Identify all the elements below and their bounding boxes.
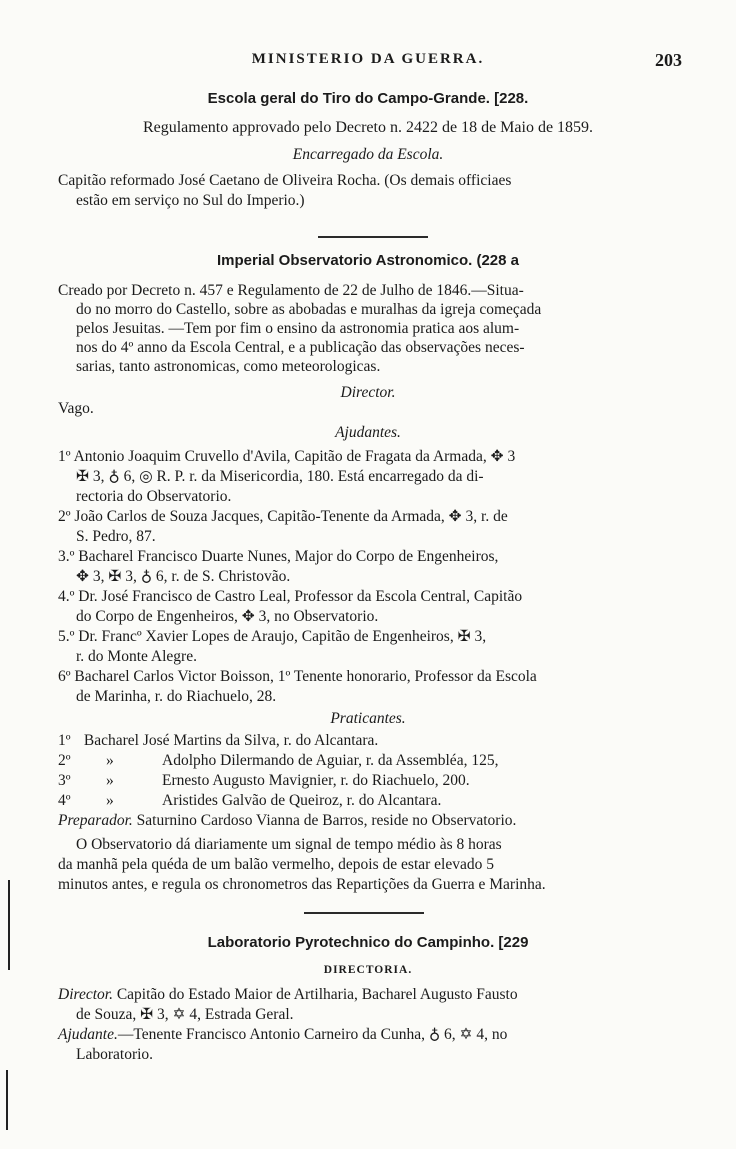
ajudante-line: 3.º Bacharel Francisco Duarte Nunes, Major do Corpo de Engenheiros,: [58, 548, 499, 565]
tiro-line-1: Capitão reformado José Caetano de Oliveira Rocha. (Os demais officiaes: [58, 172, 512, 189]
tiro-regulation: Regulamento approvado pelo Decreto n. 2422 de 18 de Maio de 1859.: [142, 119, 594, 136]
lab-ajudante-line-2: Laboratorio.: [76, 1046, 154, 1063]
obs-note-3: minutos antes, e regula os chronometros das Repartições da Guerra e Marinha.: [58, 876, 546, 893]
praticante-row: [58, 792, 441, 811]
lab-ajudante-label: Ajudante.: [58, 1026, 118, 1043]
preparador-name: Saturnino Cardoso Vianna de Barros, reside no Observatorio.: [136, 812, 517, 829]
ajudante-line: 5.º Dr. Francº Xavier Lopes de Araujo, Capitão de Engenheiros, ✠ 3,: [58, 628, 487, 645]
ajudante-line: S. Pedro, 87.: [76, 528, 156, 545]
ajudante-line: de Marinha, r. do Riachuelo, 28.: [76, 688, 277, 705]
ditto-mark: »: [106, 792, 114, 809]
ajudante-line: ✥ 3, ✠ 3, ♁ 6, r. de S. Christovão.: [76, 568, 291, 585]
obs-intro-3: pelos Jesuitas. —Tem por fim o ensino da astronomia pratica aos alum-: [76, 320, 520, 337]
ditto-mark: »: [106, 772, 114, 789]
lab-director-text: Capitão do Estado Maior de Artilharia, Bacharel Augusto Fausto: [116, 986, 518, 1003]
ajudante-line: 4.º Dr. José Francisco de Castro Leal, Professor da Escola Central, Capitão: [58, 588, 523, 605]
obs-praticantes-heading: Praticantes.: [330, 710, 406, 727]
tiro-title: Escola geral do Tiro do Campo-Grande. [228.: [207, 90, 529, 107]
obs-intro-2: do no morro do Castello, sobre as abobadas e muralhas da igreja começada: [76, 301, 542, 318]
section-divider: [304, 912, 424, 914]
ajudante-line: r. do Monte Alegre.: [76, 648, 197, 665]
praticante-num: 4º: [58, 792, 71, 809]
praticante-row: [58, 752, 498, 771]
obs-intro-5: sarias, tanto astronomicas, como meteorologicas.: [76, 358, 381, 375]
obs-director: Vago.: [58, 400, 94, 417]
ajudante-line: 6º Bacharel Carlos Victor Boisson, 1º Tenente honorario, Professor da Escola: [58, 668, 537, 685]
obs-ajudantes-heading: Ajudantes.: [335, 424, 401, 441]
praticante-name: Adolpho Dilermando de Aguiar, r. da Assembléa, 125,: [162, 752, 499, 769]
section-divider: [318, 236, 428, 238]
ajudante-line: 1º Antonio Joaquim Cruvello d'Avila, Capitão de Fragata da Armada, ✥ 3: [58, 448, 516, 465]
ajudante-line: 2º João Carlos de Souza Jacques, Capitão-Tenente da Armada, ✥ 3, r. de: [58, 508, 508, 525]
ajudante-line: ✠ 3, ♁ 6, ◎ R. P. r. da Misericordia, 180. Está encarregado da di-: [76, 468, 484, 485]
tiro-role: Encarregado da Escola.: [292, 146, 444, 163]
lab-ajudante-text: —Tenente Francisco Antonio Carneiro da Cunha, ♁ 6, ✡ 4, no: [117, 1026, 508, 1043]
praticante-row: [58, 772, 470, 791]
preparador-label: Preparador.: [58, 812, 133, 829]
ajudante-line: do Corpo de Engenheiros, ✥ 3, no Observatorio.: [76, 608, 379, 625]
running-header: MINISTERIO DA GUERRA.: [251, 51, 485, 67]
praticante-name: Bacharel José Martins da Silva, r. do Alcantara.: [83, 732, 379, 749]
lab-director-label: Director.: [58, 986, 113, 1003]
ajudante-line: rectoria do Observatorio.: [76, 488, 232, 505]
lab-director-line-2: de Souza, ✠ 3, ✡ 4, Estrada Geral.: [76, 1006, 294, 1023]
obs-director-heading: Director.: [340, 384, 396, 401]
praticante-name: Ernesto Augusto Mavignier, r. do Riachuelo, 200.: [162, 772, 470, 789]
praticante-name: Aristides Galvão de Queiroz, r. do Alcantara.: [162, 792, 442, 809]
page-number: 203: [655, 50, 682, 70]
praticante-num: 3º: [58, 772, 71, 789]
praticante-num: 2º: [58, 752, 71, 769]
ditto-mark: »: [106, 752, 114, 769]
laboratorio-title: Laboratorio Pyrotechnico do Campinho. [229: [207, 934, 529, 951]
laboratorio-subheading: DIRECTORIA.: [323, 964, 413, 976]
preparador-line: [58, 812, 516, 831]
obs-intro-1: Creado por Decreto n. 457 e Regulamento de 22 de Julho de 1846.—Situa-: [58, 282, 524, 299]
scan-edge-mark: [6, 1070, 8, 1130]
lab-ajudante-line: [58, 1026, 507, 1045]
obs-note-2: da manhã pela quéda de um balão vermelho, depois de estar elevado 5: [58, 856, 494, 873]
scan-edge-mark: [8, 880, 10, 970]
obs-intro-4: nos do 4º anno da Escola Central, e a publicação das observações neces-: [76, 339, 525, 356]
observatorio-title: Imperial Observatorio Astronomico. (228 a: [216, 252, 520, 269]
praticante-num: 1º: [58, 732, 71, 749]
tiro-line-2: estão em serviço no Sul do Imperio.): [76, 192, 305, 209]
obs-note-1: O Observatorio dá diariamente um signal de tempo médio às 8 horas: [76, 836, 502, 853]
lab-director-line: [58, 986, 518, 1005]
praticante-row: [58, 732, 378, 751]
